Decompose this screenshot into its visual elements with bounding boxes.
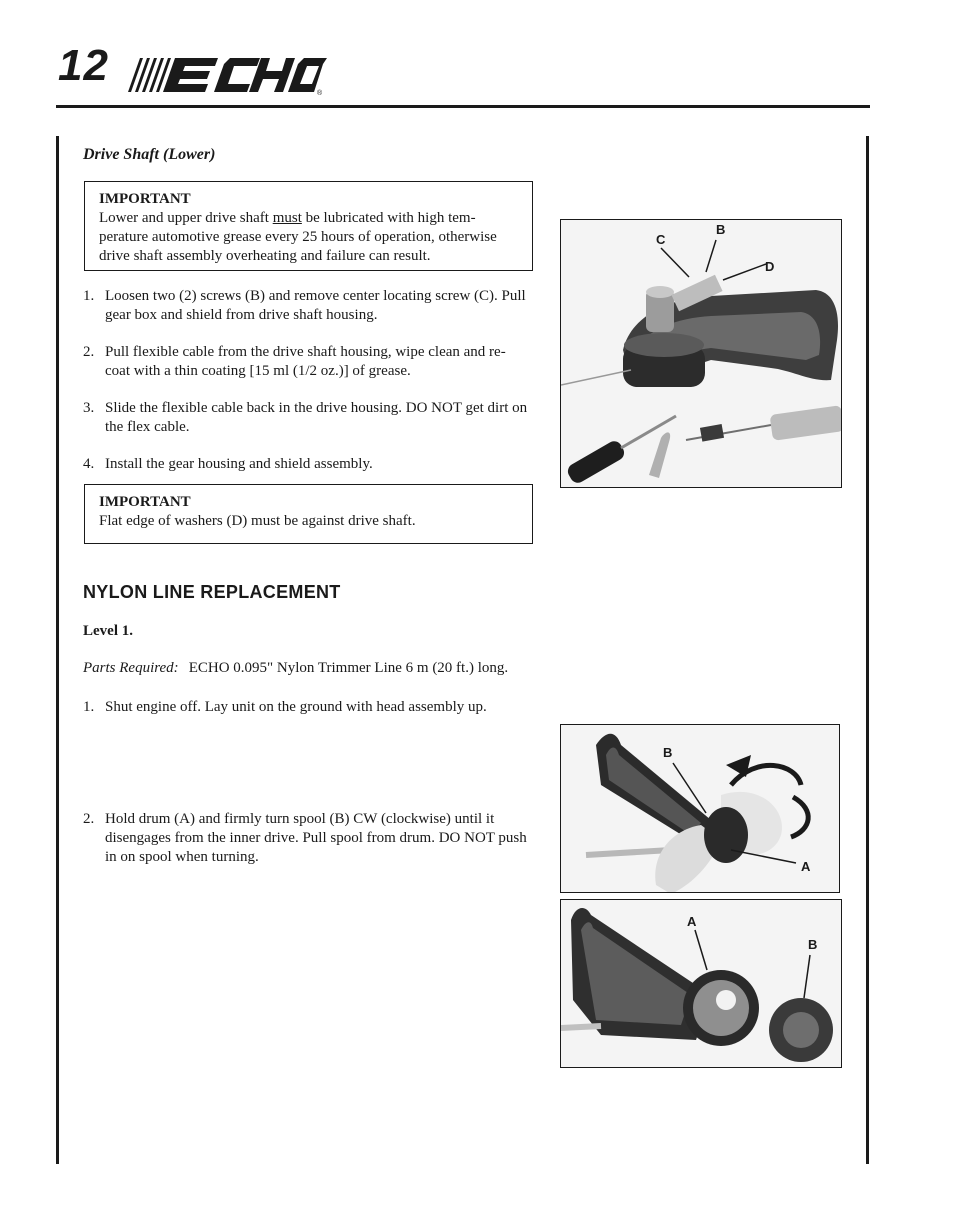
important-box-washers — [84, 484, 533, 544]
important-text: Lower and upper drive shaft must be lubricated with high tem-perature automotive grease every 25 hours of operation, otherwise drive shaft assembly overheating and failure can result. — [99, 210, 497, 264]
section-title-drive-shaft: Drive Shaft (Lower) — [83, 146, 216, 163]
drive-shaft-step-2: 2. Pull flexible cable from the drive shaft housing, wipe clean and re-coat with a thin coating [15 ml (1/2 oz.)] of grease. — [83, 344, 506, 379]
parts-required-label: Parts Required: — [83, 660, 179, 676]
right-margin-rule — [866, 136, 869, 1164]
callout-a: A — [801, 859, 811, 874]
hands-turning-spool-illustration — [561, 725, 840, 893]
nylon-step-1: 1. Shut engine off. Lay unit on the ground with head assembly up. — [83, 699, 487, 715]
important-heading: IMPORTANT — [99, 191, 191, 207]
callout-b: B — [716, 222, 726, 237]
header-rule — [56, 105, 870, 108]
drum-and-spool-illustration — [561, 900, 842, 1068]
important-heading: IMPORTANT — [99, 494, 191, 510]
emphasis-must: must — [272, 210, 302, 226]
parts-required-value: ECHO 0.095" Nylon Trimmer Line 6 m (20 ft.) long. — [188, 660, 509, 676]
callout-b: B — [808, 937, 818, 952]
callout-a: A — [687, 914, 697, 929]
nylon-step-2: 2. Hold drum (A) and firmly turn spool (B) CW (clockwise) until it disengages from the inner drive. Pull spool from drum. DO NOT push in on spool when turning. — [83, 811, 527, 865]
important-box-lubrication — [84, 181, 533, 271]
important-text: Flat edge of washers (D) must be against drive shaft. — [99, 513, 416, 529]
callout-c: C — [656, 232, 666, 247]
spool-turning-figure — [560, 724, 840, 893]
level-label: Level 1. — [83, 623, 133, 639]
spool-removed-figure — [560, 899, 842, 1068]
left-margin-rule — [56, 136, 59, 1164]
page-number: 12 — [58, 41, 109, 90]
section-title-nylon-line: NYLON LINE REPLACEMENT — [83, 582, 341, 602]
callout-b: B — [663, 745, 673, 760]
registered-mark: ® — [317, 90, 323, 96]
callout-d: D — [765, 259, 775, 274]
echo-logo — [122, 52, 332, 96]
drive-shaft-step-3: 3. Slide the flexible cable back in the drive housing. DO NOT get dirt on the flex cable. — [83, 400, 528, 435]
drive-shaft-step-1: 1. Loosen two (2) screws (B) and remove center locating screw (C). Pull gear box and shield from drive shaft housing. — [83, 288, 526, 323]
gearbox-illustration — [561, 220, 842, 488]
parts-required — [83, 660, 508, 677]
drive-shaft-figure — [560, 219, 842, 488]
drive-shaft-step-4: 4. Install the gear housing and shield assembly. — [83, 456, 373, 472]
